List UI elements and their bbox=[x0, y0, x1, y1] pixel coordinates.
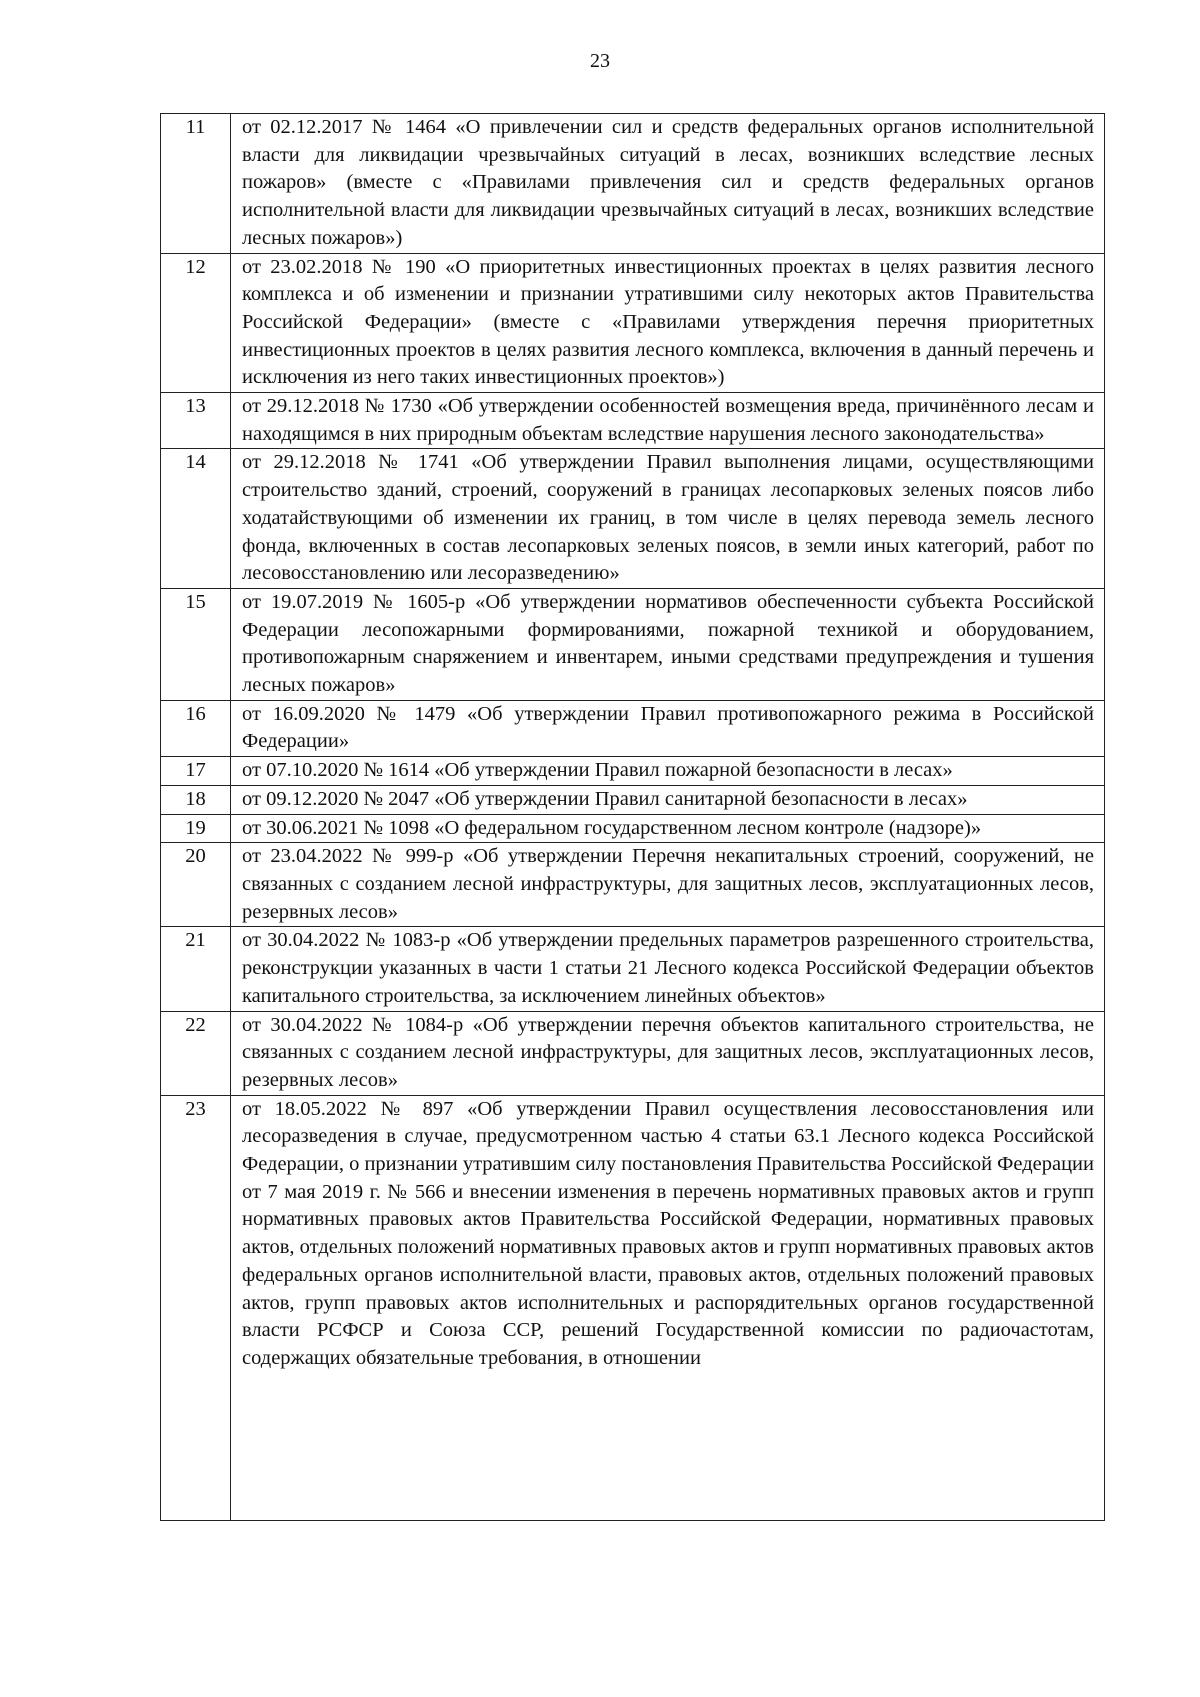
row-number: 16 bbox=[161, 700, 231, 756]
row-text: от 18.05.2022 № 897 «Об утверждении Правил осуществления лесовосстановления или лесоразведения в случае, предусмотренном частью 4 статьи 63.1 Лесного кодекса Российской Федерации, о признании утратившим силу постановления Правительства Российской Федерации от 7 мая 2019 г. № 566 и внесении изменения в перечень нормативных правовых актов и групп нормативных правовых актов Правительства Российской Федерации, нормативных правовых актов, отдельных положений нормативных правовых актов и групп нормативных правовых актов федеральных органов исполнительной власти, правовых актов, отдельных положений правовых актов, групп правовых актов исполнительных и распорядительных органов государственной власти РСФСР и Союза ССР, решений Государственной комиссии по радиочастотам, содержащих обязательные требования, в отношении bbox=[231, 1095, 1105, 1520]
row-text: от 30.04.2022 № 1083-р «Об утверждении предельных параметров разрешенного строительства, реконструкции указанных в части 1 статьи 21 Лесного кодекса Российской Федерации объектов капитального строительства, за исключением линейных объектов» bbox=[231, 927, 1105, 1011]
row-number: 18 bbox=[161, 785, 231, 814]
table-row bbox=[161, 814, 1105, 843]
row-number: 12 bbox=[161, 253, 231, 393]
table-row bbox=[161, 927, 1105, 1011]
row-text: от 16.09.2020 № 1479 «Об утверждении Правил противопожарного режима в Российской Федерации» bbox=[231, 700, 1105, 756]
row-text: от 23.02.2018 № 190 «О приоритетных инвестиционных проектах в целях развития лесного комплекса и об изменении и признании утратившими силу некоторых актов Правительства Российской Федерации» (вместе с «Правилами утверждения перечня приоритетных инвестиционных проектов в целях развития лесного комплекса, включения в данный перечень и исключения из него таких инвестиционных проектов») bbox=[231, 253, 1105, 393]
table-row bbox=[161, 114, 1105, 254]
legal-acts-table bbox=[160, 113, 1105, 1521]
row-text: от 09.12.2020 № 2047 «Об утверждении Правил санитарной безопасности в лесах» bbox=[231, 785, 1105, 814]
row-text: от 29.12.2018 № 1730 «Об утверждении особенностей возмещения вреда, причинённого лесам и находящимся в них природным объектам вследствие нарушения лесного законодательства» bbox=[231, 393, 1105, 449]
table-row bbox=[161, 843, 1105, 927]
row-number: 13 bbox=[161, 393, 231, 449]
row-text: от 30.06.2021 № 1098 «О федеральном государственном лесном контроле (надзоре)» bbox=[231, 814, 1105, 843]
table-row bbox=[161, 393, 1105, 449]
row-text: от 19.07.2019 № 1605-р «Об утверждении нормативов обеспеченности субъекта Российской Федерации лесопожарными формированиями, пожарной техникой и оборудованием, противопожарным снаряжением и инвентарем, иными средствами предупреждения и тушения лесных пожаров» bbox=[231, 588, 1105, 700]
row-text: от 02.12.2017 № 1464 «О привлечении сил и средств федеральных органов исполнительной власти для ликвидации чрезвычайных ситуаций в лесах, возникших вследствие лесных пожаров» (вместе с «Правилами привлечения сил и средств федеральных органов исполнительной власти для ликвидации чрезвычайных ситуаций в лесах, возникших вследствие лесных пожаров») bbox=[231, 114, 1105, 254]
table-row bbox=[161, 253, 1105, 393]
row-text: от 29.12.2018 № 1741 «Об утверждении Правил выполнения лицами, осуществляющими строительство зданий, строений, сооружений в границах лесопарковых зеленых поясов либо ходатайствующими об изменении их границ, в том числе в целях перевода земель лесного фонда, включенных в состав лесопарковых зеленых поясов, в земли иных категорий, работ по лесовосстановлению или лесоразведению» bbox=[231, 449, 1105, 589]
row-number: 21 bbox=[161, 927, 231, 1011]
row-text: от 30.04.2022 № 1084-р «Об утверждении перечня объектов капитального строительства, не связанных с созданием лесной инфраструктуры, для защитных лесов, эксплуатационных лесов, резервных лесов» bbox=[231, 1011, 1105, 1095]
row-number: 17 bbox=[161, 757, 231, 786]
row-number: 14 bbox=[161, 449, 231, 589]
row-number: 22 bbox=[161, 1011, 231, 1095]
table-row bbox=[161, 449, 1105, 589]
row-number: 15 bbox=[161, 588, 231, 700]
row-number: 23 bbox=[161, 1095, 231, 1520]
table-row bbox=[161, 588, 1105, 700]
row-number: 11 bbox=[161, 114, 231, 254]
row-number: 19 bbox=[161, 814, 231, 843]
table-row bbox=[161, 757, 1105, 786]
row-text: от 23.04.2022 № 999-р «Об утверждении Перечня некапитальных строений, сооружений, не связанных с созданием лесной инфраструктуры, для защитных лесов, эксплуатационных лесов, резервных лесов» bbox=[231, 843, 1105, 927]
row-number: 20 bbox=[161, 843, 231, 927]
row-text: от 07.10.2020 № 1614 «Об утверждении Правил пожарной безопасности в лесах» bbox=[231, 757, 1105, 786]
table-row bbox=[161, 700, 1105, 756]
table-row bbox=[161, 1095, 1105, 1520]
page-number: 23 bbox=[590, 50, 610, 72]
table-row bbox=[161, 785, 1105, 814]
table-row bbox=[161, 1011, 1105, 1095]
